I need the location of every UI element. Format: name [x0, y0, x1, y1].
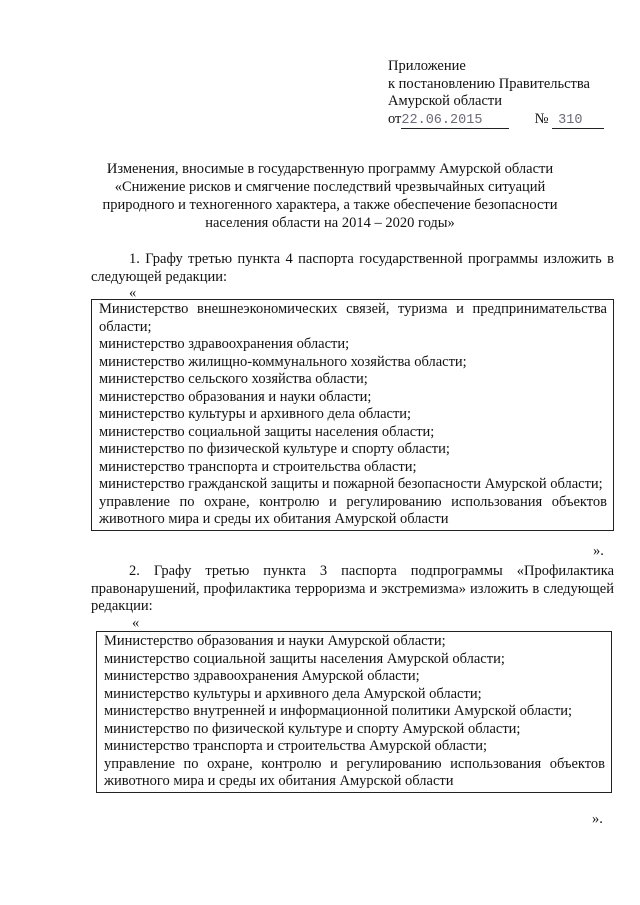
- appendix-block: [388, 58, 604, 129]
- list-item: министерство транспорта и строительства области;: [99, 458, 417, 475]
- list-item: министерство по физической культуре и спорту области;: [99, 441, 450, 457]
- document-title: [80, 160, 580, 232]
- title-line: Изменения, вносимые в государственную программу Амурской области: [106, 161, 554, 177]
- item-1-text: 1. Графу третью пункта 4 паспорта государственной программы изложить в следующей редакции:: [91, 251, 614, 285]
- item-2-table-cell: [96, 631, 612, 793]
- list-item: министерство здравоохранения Амурской области;: [104, 668, 420, 684]
- list-item: министерство социальной защиты населения области;: [99, 423, 435, 440]
- appendix-date-line: [388, 111, 604, 129]
- list-item: министерство по физической культуре и спорту Амурской области;: [104, 720, 521, 737]
- list-item: министерство транспорта и строительства Амурской области;: [104, 738, 488, 754]
- item-2-close-quote: ».: [592, 811, 603, 827]
- list-item: министерство здравоохранения области;: [99, 336, 350, 352]
- number-label: №: [534, 110, 549, 127]
- item-1-close-quote: ».: [593, 543, 604, 559]
- item-2-paragraph: [91, 563, 614, 616]
- item-1-table-cell: [91, 299, 614, 531]
- appendix-region: Амурской области: [388, 93, 502, 109]
- appendix-resolution: к постановлению Правительства: [388, 75, 590, 92]
- title-line: населения области на 2014 – 2020 годы»: [205, 215, 455, 231]
- item-2-open-quote: «: [132, 615, 140, 631]
- list-item: министерство образования и науки области;: [99, 388, 372, 405]
- from-label: от: [388, 110, 402, 127]
- appendix-title: Приложение: [388, 58, 466, 74]
- item-1-paragraph: [91, 251, 614, 286]
- title-line: «Снижение рисков и смягчение последствий чрезвычайных ситуаций: [114, 179, 546, 195]
- title-line: природного и техногенного характера, а также обеспечение безопасности: [102, 197, 558, 213]
- list-item: управление по охране, контролю и регулированию использования объектов животного мира и среды их обитания Амурской области: [99, 493, 607, 527]
- list-item: министерство культуры и архивного дела области;: [99, 406, 412, 422]
- list-item: министерство культуры и архивного дела Амурской области;: [104, 685, 482, 702]
- resolution-date: 22.06.2015: [401, 114, 509, 129]
- list-item: министерство жилищно-коммунального хозяйства области;: [99, 353, 467, 370]
- list-item: министерство гражданской защиты и пожарной безопасности Амурской области;: [99, 476, 603, 492]
- list-item: Министерство образования и науки Амурской области;: [104, 633, 446, 649]
- list-item: Министерство внешнеэкономических связей, туризма и предпринимательства области;: [99, 301, 607, 335]
- list-item: министерство сельского хозяйства области;: [99, 371, 368, 387]
- list-item: управление по охране, контролю и регулированию использования объектов животного мира и среды их обитания Амурской области: [104, 755, 605, 789]
- item-2-text: 2. Графу третью пункта 3 паспорта подпрограммы «Профилактика правонарушений, профилактика терроризма и экстремизма» изложить в следующей редакции:: [91, 563, 614, 614]
- item-1-open-quote: «: [129, 285, 137, 301]
- list-item: министерство социальной защиты населения Амурской области;: [104, 650, 505, 667]
- resolution-number: 310: [552, 114, 604, 129]
- list-item: министерство внутренней и информационной политики Амурской области;: [104, 703, 573, 719]
